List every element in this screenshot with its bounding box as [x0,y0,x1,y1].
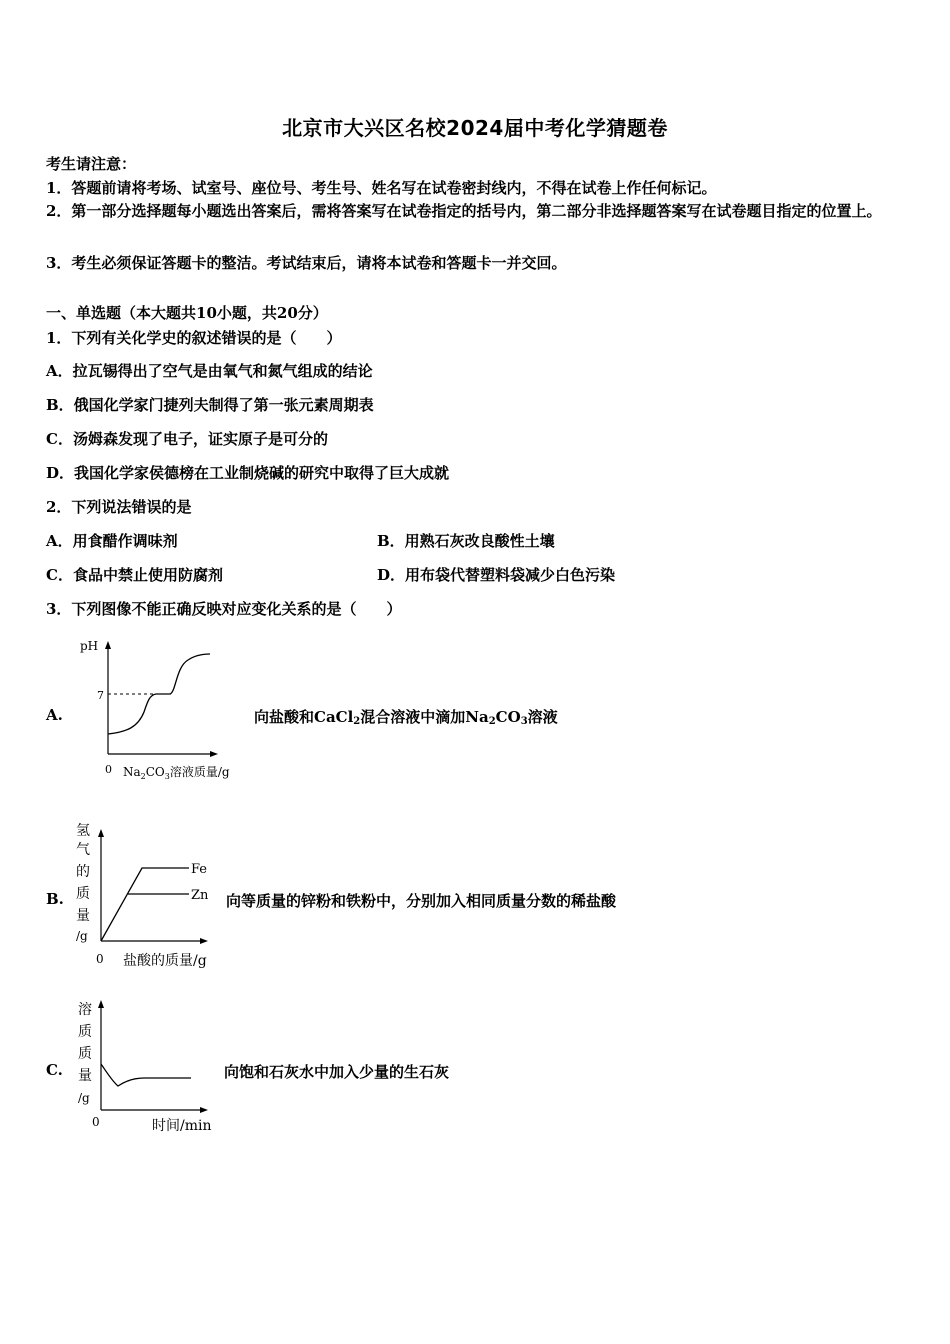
q3-option-a-label: A. [46,706,63,724]
graph-b-zn-label: Zn [191,888,209,903]
graph-c-origin: 0 [92,1115,100,1129]
q1-option-a: A．拉瓦锡得出了空气是由氧气和氮气组成的结论 [46,362,373,380]
graph-c-y-axis [98,1000,104,1110]
graph-a-x-axis [108,751,218,757]
q1-option-c: C．汤姆森发现了电子，证实原子是可分的 [46,430,328,448]
graph-a-y-label: pH [80,639,99,653]
page-title: 北京市大兴区名校2024届中考化学猜题卷 [282,116,668,140]
notice-heading: 考生请注意： [46,155,137,173]
q2-option-c: C．食品中禁止使用防腐剂 [46,566,223,584]
graph-a-origin: 0 [105,763,112,776]
graph-c-curve [101,1064,191,1086]
q2-option-a: A．用食醋作调味剂 [46,532,178,550]
graph-a-y-axis [105,641,111,754]
graph-b-y-axis [98,829,104,941]
graph-c-x-axis [101,1107,208,1113]
graph-b-y-label-1: 氢 [76,823,90,839]
graph-b-y-label-4: 质 [76,886,90,902]
graph-c-y-label-1: 溶 [78,1002,92,1018]
graph-a-x-label: $Na_2CO_3$溶液质量/g [123,765,230,781]
q1-option-d: D．我国化学家侯德榜在工业制烧碱的研究中取得了巨大成就 [46,464,450,482]
graph-b-y-label-2: 气 [76,842,90,858]
q1-stem: 1．下列有关化学史的叙述错误的是（ ） [46,329,342,347]
graph-c-y-label-4: 量 [78,1068,92,1084]
q2-stem: 2．下列说法错误的是 [46,498,192,516]
graph-b-fe-line [101,868,189,941]
q3-option-a-desc: 向盐酸和CaCl$_2$混合溶液中滴加$Na_2CO_3$溶液 [254,708,558,727]
graph-c-y-label-2: 质 [78,1024,92,1040]
graph-a-curve [108,654,210,734]
graph-c-y-label-3: 质 [78,1046,92,1062]
q2-option-b: B．用熟石灰改良酸性土壤 [377,532,555,550]
q3-graph-a [72,632,262,782]
notice-item-3: 3．考生必须保证答题卡的整洁。考试结束后，请将本试卷和答题卡一并交回。 [46,254,567,272]
graph-b-x-label: 盐酸的质量/g [123,953,207,969]
notice-item-1: 1．答题前请将考场、试室号、座位号、考生号、姓名写在试卷密封线内，不得在试卷上作任何标记。 [46,179,717,197]
q3-graph-c [72,996,232,1141]
q2-option-d: D．用布袋代替塑料袋减少白色污染 [377,566,616,584]
graph-c-x-label: 时间/min [152,1118,212,1134]
graph-b-x-axis [101,938,208,944]
q3-option-c-desc: 向饱和石灰水中加入少量的生石灰 [224,1063,450,1081]
q1-option-b: B．俄国化学家门捷列夫制得了第一张元素周期表 [46,396,374,414]
q3-graph-b [70,815,230,975]
graph-c-y-label-5: /g [78,1091,90,1105]
q3-option-b-desc: 向等质量的锌粉和铁粉中，分别加入相同质量分数的稀盐酸 [226,892,617,910]
graph-b-y-label-5: 量 [76,908,90,924]
section-heading: 一、单选题（本大题共10小题，共20分） [46,304,328,322]
graph-b-fe-label: Fe [191,862,208,877]
graph-a-tick-7: 7 [97,689,104,702]
graph-b-y-label-6: /g [76,929,88,943]
q3-option-b-label: B. [46,890,64,908]
graph-b-y-label-3: 的 [76,864,90,880]
notice-item-2: 2．第一部分选择题每小题选出答案后，需将答案写在试卷指定的括号内，第二部分非选择题答案写在试卷题目指定的位置上。 [46,202,882,220]
q3-option-c-label: C. [46,1061,63,1079]
graph-b-origin: 0 [96,952,104,966]
q3-stem: 3．下列图像不能正确反映对应变化关系的是（ ） [46,600,402,618]
